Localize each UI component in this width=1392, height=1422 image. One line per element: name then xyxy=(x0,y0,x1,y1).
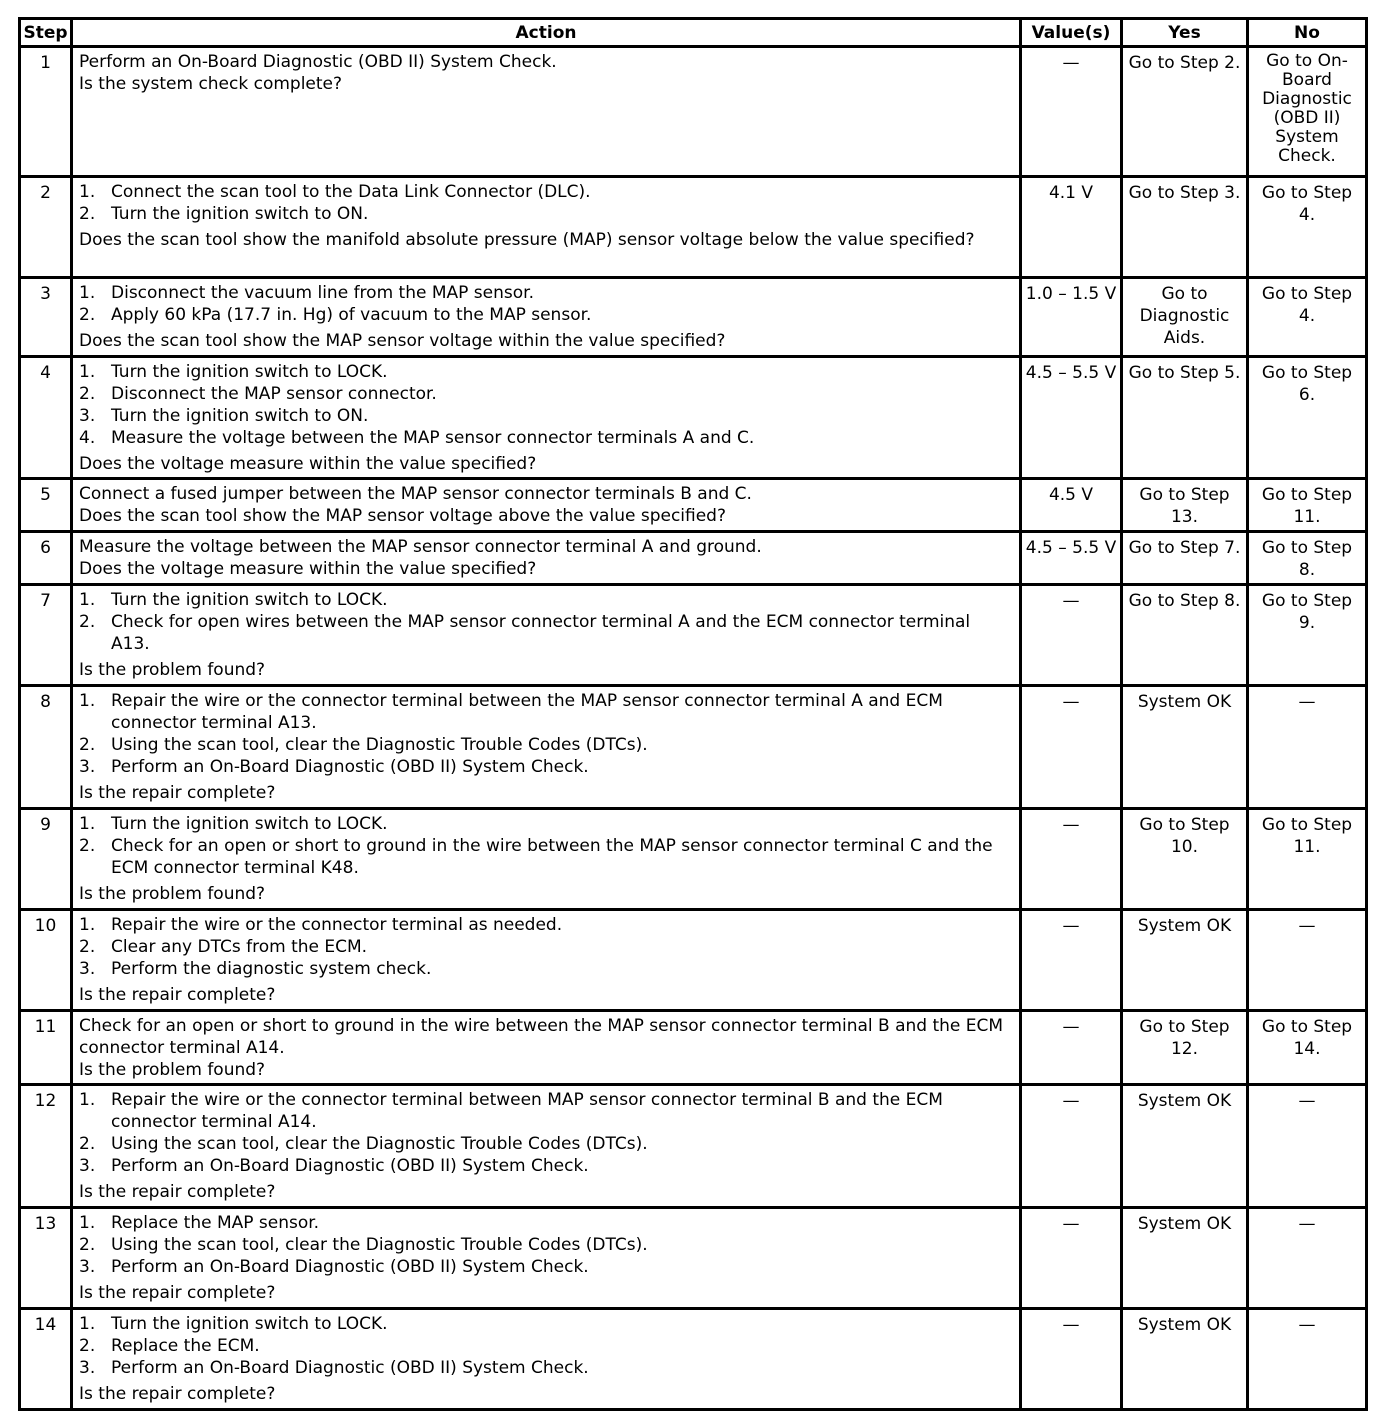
yes-cell: System OK xyxy=(1122,1085,1248,1208)
action-list-item xyxy=(79,813,1013,835)
step-number: 9 xyxy=(20,809,72,910)
list-item-text: Using the scan tool, clear the Diagnostic Trouble Codes (DTCs). xyxy=(111,1235,648,1255)
action-list xyxy=(79,282,1013,326)
list-item-text: Repair the wire or the connector terminal between the MAP sensor connector terminal A and ECM connector terminal A13. xyxy=(111,691,943,733)
value-cell: — xyxy=(1021,585,1122,686)
table-row xyxy=(20,47,1367,177)
list-item-number: 1. xyxy=(79,1213,96,1233)
value-cell: — xyxy=(1021,1011,1122,1085)
list-item-text: Turn the ignition switch to ON. xyxy=(111,406,369,426)
yes-cell: Go to Step 10. xyxy=(1122,809,1248,910)
list-item-number: 1. xyxy=(79,1090,96,1110)
step-number: 12 xyxy=(20,1085,72,1208)
action-question: Is the repair complete? xyxy=(79,783,276,803)
list-item-text: Turn the ignition switch to LOCK. xyxy=(111,590,388,610)
action-list-item xyxy=(79,1256,1013,1278)
header-row xyxy=(20,19,1367,47)
no-cell: Go to Step 8. xyxy=(1248,532,1367,585)
action-list-item xyxy=(79,835,1013,879)
no-cell: — xyxy=(1248,1085,1367,1208)
action-list-item xyxy=(79,427,1013,449)
yes-cell: Go to Step 3. xyxy=(1122,177,1248,278)
list-item-number: 2. xyxy=(79,836,96,856)
action-list-item xyxy=(79,181,1013,203)
list-item-number: 2. xyxy=(79,1336,96,1356)
no-cell: Go to Step 14. xyxy=(1248,1011,1367,1085)
step-number: 5 xyxy=(20,479,72,532)
step-number: 2 xyxy=(20,177,72,278)
value-cell: 4.5 – 5.5 V xyxy=(1021,532,1122,585)
action-question: Is the repair complete? xyxy=(79,985,276,1005)
list-item-text: Disconnect the vacuum line from the MAP sensor. xyxy=(111,283,534,303)
no-cell: — xyxy=(1248,1309,1367,1410)
action-text: Is the problem found? xyxy=(79,1060,266,1080)
yes-cell: Go to Step 13. xyxy=(1122,479,1248,532)
yes-cell: Go to Step 5. xyxy=(1122,357,1248,479)
action-cell xyxy=(72,809,1021,910)
action-cell xyxy=(72,686,1021,809)
no-cell: Go to Step 4. xyxy=(1248,278,1367,357)
list-item-text: Disconnect the MAP sensor connector. xyxy=(111,384,437,404)
action-list xyxy=(79,1089,1013,1177)
list-item-number: 2. xyxy=(79,384,96,404)
value-cell: — xyxy=(1021,1309,1122,1410)
value-cell: — xyxy=(1021,686,1122,809)
action-list xyxy=(79,1212,1013,1278)
step-number: 14 xyxy=(20,1309,72,1410)
action-list xyxy=(79,361,1013,449)
list-item-text: Turn the ignition switch to LOCK. xyxy=(111,362,388,382)
action-cell xyxy=(72,1208,1021,1309)
value-cell: — xyxy=(1021,47,1122,177)
list-item-number: 2. xyxy=(79,735,96,755)
list-item-text: Perform an On-Board Diagnostic (OBD II) System Check. xyxy=(111,757,589,777)
no-cell: Go to Step 9. xyxy=(1248,585,1367,686)
list-item-number: 4. xyxy=(79,428,96,448)
action-list xyxy=(79,589,1013,655)
step-number: 1 xyxy=(20,47,72,177)
header-values: Value(s) xyxy=(1021,19,1122,47)
table-row xyxy=(20,910,1367,1011)
yes-cell: Go to Step 7. xyxy=(1122,532,1248,585)
step-number: 10 xyxy=(20,910,72,1011)
action-question: Is the problem found? xyxy=(79,660,266,680)
yes-cell: Go to Step 8. xyxy=(1122,585,1248,686)
value-cell: — xyxy=(1021,1208,1122,1309)
value-cell: 1.0 – 1.5 V xyxy=(1021,278,1122,357)
action-question: Does the voltage measure within the value specified? xyxy=(79,454,537,474)
no-cell: — xyxy=(1248,1208,1367,1309)
yes-cell: Go to Diagnostic Aids. xyxy=(1122,278,1248,357)
list-item-number: 1. xyxy=(79,1314,96,1334)
header-no: No xyxy=(1248,19,1367,47)
list-item-text: Repair the wire or the connector terminal between MAP sensor connector terminal B and the ECM connector terminal A14. xyxy=(111,1090,943,1132)
list-item-number: 1. xyxy=(79,182,96,202)
list-item-number: 3. xyxy=(79,1156,96,1176)
list-item-text: Using the scan tool, clear the Diagnostic Trouble Codes (DTCs). xyxy=(111,735,648,755)
value-cell: 4.5 V xyxy=(1021,479,1122,532)
list-item-text: Connect the scan tool to the Data Link Connector (DLC). xyxy=(111,182,591,202)
action-list-item xyxy=(79,1155,1013,1177)
action-question: Is the repair complete? xyxy=(79,1182,276,1202)
action-list-item xyxy=(79,734,1013,756)
list-item-number: 1. xyxy=(79,590,96,610)
action-list-item xyxy=(79,936,1013,958)
action-cell xyxy=(72,47,1021,177)
action-list-item xyxy=(79,1357,1013,1379)
list-item-text: Perform an On-Board Diagnostic (OBD II) System Check. xyxy=(111,1257,589,1277)
yes-cell: System OK xyxy=(1122,910,1248,1011)
action-cell xyxy=(72,585,1021,686)
action-list-item xyxy=(79,405,1013,427)
list-item-text: Perform an On-Board Diagnostic (OBD II) System Check. xyxy=(111,1358,589,1378)
action-list-item xyxy=(79,361,1013,383)
action-list xyxy=(79,914,1013,980)
action-cell xyxy=(72,1011,1021,1085)
list-item-number: 3. xyxy=(79,1257,96,1277)
yes-cell: System OK xyxy=(1122,1208,1248,1309)
list-item-number: 1. xyxy=(79,915,96,935)
action-list-item xyxy=(79,589,1013,611)
list-item-number: 2. xyxy=(79,1235,96,1255)
action-list-item xyxy=(79,203,1013,225)
table-row xyxy=(20,1011,1367,1085)
table-body xyxy=(20,47,1367,1410)
action-question: Is the repair complete? xyxy=(79,1283,276,1303)
table-row xyxy=(20,479,1367,532)
yes-cell: Go to Step 12. xyxy=(1122,1011,1248,1085)
action-text: Perform an On-Board Diagnostic (OBD II) System Check. xyxy=(79,52,557,72)
step-number: 8 xyxy=(20,686,72,809)
value-cell: — xyxy=(1021,809,1122,910)
list-item-number: 2. xyxy=(79,612,96,632)
list-item-number: 2. xyxy=(79,1134,96,1154)
list-item-text: Check for open wires between the MAP sensor connector terminal A and the ECM connector terminal A13. xyxy=(111,612,971,654)
step-number: 13 xyxy=(20,1208,72,1309)
yes-cell: System OK xyxy=(1122,686,1248,809)
list-item-number: 1. xyxy=(79,362,96,382)
table-row xyxy=(20,1085,1367,1208)
no-cell: Go to On-Board Diagnostic (OBD II) System Check. xyxy=(1248,47,1367,177)
action-cell xyxy=(72,532,1021,585)
list-item-text: Replace the ECM. xyxy=(111,1336,260,1356)
table-row xyxy=(20,686,1367,809)
step-number: 4 xyxy=(20,357,72,479)
action-cell xyxy=(72,1085,1021,1208)
yes-cell: System OK xyxy=(1122,1309,1248,1410)
no-cell: Go to Step 6. xyxy=(1248,357,1367,479)
list-item-text: Using the scan tool, clear the Diagnostic Trouble Codes (DTCs). xyxy=(111,1134,648,1154)
action-list-item xyxy=(79,958,1013,980)
list-item-text: Check for an open or short to ground in the wire between the MAP sensor connector terminal C and the ECM connector terminal K48. xyxy=(111,836,993,878)
action-cell xyxy=(72,177,1021,278)
list-item-text: Turn the ignition switch to LOCK. xyxy=(111,1314,388,1334)
table-row xyxy=(20,1309,1367,1410)
action-text: Is the system check complete? xyxy=(79,74,343,94)
yes-cell: Go to Step 2. xyxy=(1122,47,1248,177)
table-row xyxy=(20,357,1367,479)
action-list-item xyxy=(79,1313,1013,1335)
no-cell: Go to Step 11. xyxy=(1248,809,1367,910)
list-item-text: Replace the MAP sensor. xyxy=(111,1213,320,1233)
action-list-item xyxy=(79,1089,1013,1133)
action-text: Measure the voltage between the MAP sensor connector terminal A and ground. xyxy=(79,537,762,557)
list-item-text: Perform the diagnostic system check. xyxy=(111,959,432,979)
action-list-item xyxy=(79,1234,1013,1256)
action-list-item xyxy=(79,383,1013,405)
header-step: Step xyxy=(20,19,72,47)
action-text: Connect a fused jumper between the MAP sensor connector terminals B and C. xyxy=(79,484,752,504)
action-cell xyxy=(72,278,1021,357)
action-cell xyxy=(72,910,1021,1011)
value-cell: — xyxy=(1021,910,1122,1011)
list-item-text: Perform an On-Board Diagnostic (OBD II) System Check. xyxy=(111,1156,589,1176)
list-item-text: Repair the wire or the connector terminal as needed. xyxy=(111,915,563,935)
action-list-item xyxy=(79,756,1013,778)
action-question: Is the problem found? xyxy=(79,884,266,904)
header-yes: Yes xyxy=(1122,19,1248,47)
action-text: Does the voltage measure within the value specified? xyxy=(79,559,537,579)
step-number: 7 xyxy=(20,585,72,686)
action-list-item xyxy=(79,914,1013,936)
action-list-item xyxy=(79,1212,1013,1234)
action-list xyxy=(79,690,1013,778)
list-item-number: 2. xyxy=(79,937,96,957)
step-number: 6 xyxy=(20,532,72,585)
list-item-number: 1. xyxy=(79,814,96,834)
header-action: Action xyxy=(72,19,1021,47)
list-item-text: Measure the voltage between the MAP sensor connector terminals A and C. xyxy=(111,428,755,448)
action-question: Does the scan tool show the manifold absolute pressure (MAP) sensor voltage below the value specified? xyxy=(79,230,975,250)
list-item-number: 1. xyxy=(79,691,96,711)
table-row xyxy=(20,278,1367,357)
no-cell: — xyxy=(1248,910,1367,1011)
table-row xyxy=(20,809,1367,910)
no-cell: — xyxy=(1248,686,1367,809)
action-cell xyxy=(72,357,1021,479)
list-item-number: 2. xyxy=(79,305,96,325)
action-list-item xyxy=(79,690,1013,734)
action-list-item xyxy=(79,304,1013,326)
no-cell: Go to Step 11. xyxy=(1248,479,1367,532)
value-cell: 4.1 V xyxy=(1021,177,1122,278)
action-list xyxy=(79,181,1013,225)
action-list xyxy=(79,813,1013,879)
action-list-item xyxy=(79,282,1013,304)
step-number: 11 xyxy=(20,1011,72,1085)
list-item-text: Turn the ignition switch to LOCK. xyxy=(111,814,388,834)
action-list-item xyxy=(79,1335,1013,1357)
diagnostic-table xyxy=(18,17,1368,1411)
action-text: Does the scan tool show the MAP sensor voltage above the value specified? xyxy=(79,506,726,526)
action-list-item xyxy=(79,1133,1013,1155)
list-item-text: Turn the ignition switch to ON. xyxy=(111,204,369,224)
action-question: Does the scan tool show the MAP sensor voltage within the value specified? xyxy=(79,331,726,351)
list-item-number: 3. xyxy=(79,757,96,777)
step-number: 3 xyxy=(20,278,72,357)
list-item-number: 2. xyxy=(79,204,96,224)
table-row xyxy=(20,1208,1367,1309)
action-text: Check for an open or short to ground in the wire between the MAP sensor connector terminal B and the ECM connector terminal A14. xyxy=(79,1016,1004,1058)
list-item-text: Apply 60 kPa (17.7 in. Hg) of vacuum to the MAP sensor. xyxy=(111,305,592,325)
value-cell: 4.5 – 5.5 V xyxy=(1021,357,1122,479)
action-cell xyxy=(72,1309,1021,1410)
table-row xyxy=(20,532,1367,585)
value-cell: — xyxy=(1021,1085,1122,1208)
action-list-item xyxy=(79,611,1013,655)
list-item-number: 3. xyxy=(79,1358,96,1378)
table-row xyxy=(20,177,1367,278)
no-cell: Go to Step 4. xyxy=(1248,177,1367,278)
table-row xyxy=(20,585,1367,686)
list-item-text: Clear any DTCs from the ECM. xyxy=(111,937,368,957)
action-list xyxy=(79,1313,1013,1379)
action-cell xyxy=(72,479,1021,532)
action-question: Is the repair complete? xyxy=(79,1384,276,1404)
list-item-number: 3. xyxy=(79,406,96,426)
list-item-number: 3. xyxy=(79,959,96,979)
list-item-number: 1. xyxy=(79,283,96,303)
